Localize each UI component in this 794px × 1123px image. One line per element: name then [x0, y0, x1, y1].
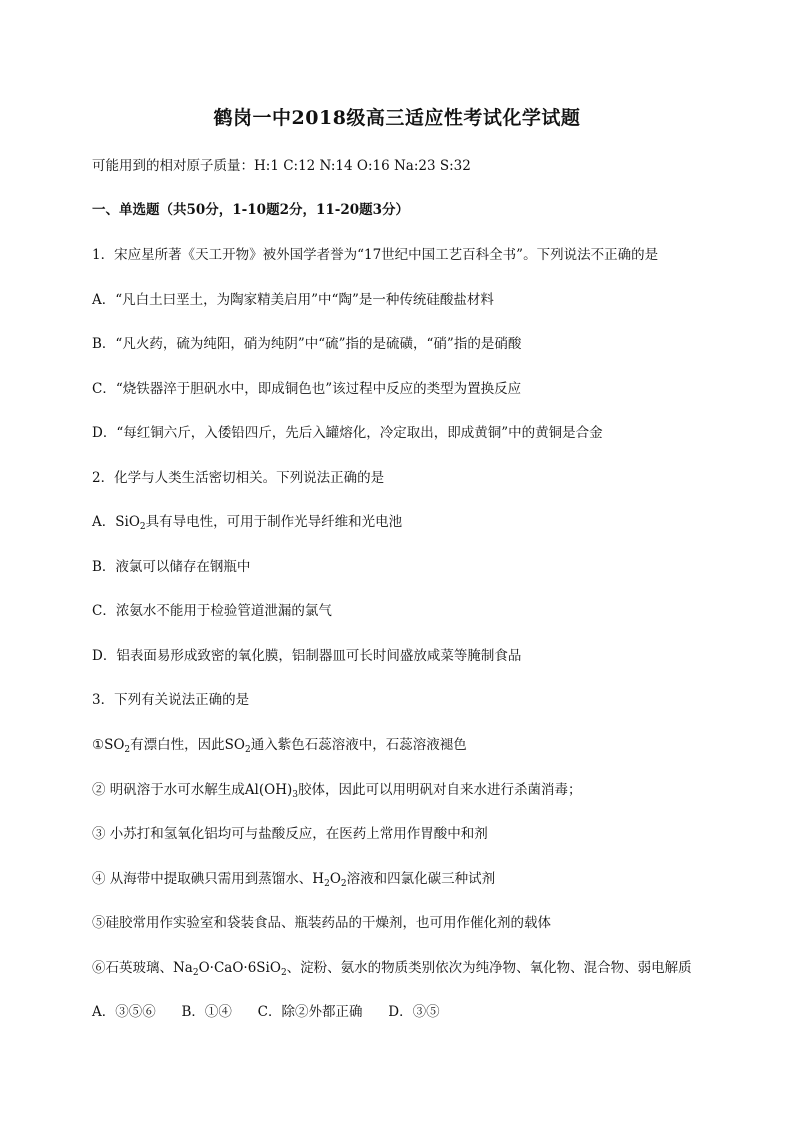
text-part: 通入紫色石蕊溶液中，石蕊溶液褪色 — [250, 737, 467, 753]
q2-option-b: B．液氯可以储存在钢瓶中 — [92, 559, 251, 575]
q1-option-a: A．“凡白土曰垩土，为陶家精美启用”中“陶”是一种传统硅酸盐材料 — [92, 292, 494, 308]
subscript: 3 — [292, 790, 298, 800]
text-part: 胶体，因此可以用明矾对自来水进行杀菌消毒； — [297, 782, 582, 798]
subscript: 2 — [280, 968, 287, 978]
q3-options: A．③⑤⑥ B．①④ C．除②外都正确 D．③⑤ — [92, 1004, 440, 1020]
q3-statement-1 — [92, 736, 467, 759]
q3-statement-4 — [92, 870, 495, 893]
q3-statement-3: ③ 小苏打和氢氧化铝均可与盐酸反应，在医药上常用作胃酸中和剂 — [92, 826, 488, 842]
q1-stem: 1．宋应星所著《天工开物》被外国学者誉为“17世纪中国工艺百科全书”。下列说法不正确的是 — [92, 247, 659, 263]
text-part: ② 明矾溶于水可水解生成Al(OH) — [92, 782, 293, 798]
q2-option-a-prefix: A．SiO — [92, 514, 140, 530]
subscript: 2 — [124, 745, 131, 755]
q3-statement-5: ⑤硅胶常用作实验室和袋装食品、瓶装药品的干燥剂，也可用作催化剂的载体 — [92, 915, 551, 931]
subscript: 2 — [192, 968, 199, 978]
q1-option-d: D．“每红铜六斤，入倭铅四斤，先后入罐熔化，冷定取出，即成黄铜”中的黄铜是合金 — [92, 425, 603, 441]
q2-option-a — [92, 513, 402, 536]
text-part: 有漂白性，因此SO — [130, 737, 245, 753]
q2-option-a-rest: 具有导电性，可用于制作光导纤维和光电池 — [145, 514, 403, 530]
q2-stem: 2．化学与人类生活密切相关。下列说法正确的是 — [92, 470, 385, 486]
q2-option-c: C．浓氨水不能用于检验管道泄漏的氯气 — [92, 603, 332, 619]
text-part: ①SO — [92, 737, 125, 753]
text-part: 、淀粉、氨水的物质类别依次为纯净物、氧化物、混合物、弱电解质 — [286, 960, 692, 976]
text-part: O·CaO·6SiO — [198, 960, 281, 976]
atomic-mass-line: 可能用到的相对原子质量：H:1 C:12 N:14 O:16 Na:23 S:32 — [92, 158, 471, 174]
q1-option-c: C．“烧铁器淬于胆矾水中，即成铜色也”该过程中反应的类型为置换反应 — [92, 381, 522, 397]
text-part: ⑥石英玻璃、Na — [92, 960, 193, 976]
text-part: ④ 从海带中提取碘只需用到蒸馏水、H — [92, 871, 325, 887]
section-heading: 一、单选题（共50分，1-10题2分，11-20题3分） — [92, 202, 410, 218]
subscript: 2 — [139, 522, 146, 532]
exam-title: 鹤岗一中2018级高三适应性考试化学试题 — [213, 107, 581, 129]
q1-option-b: B．“凡火药，硫为纯阳，硝为纯阴”中“硫”指的是硫磺，“硝”指的是硝酸 — [92, 336, 522, 352]
text-part: 溶液和四氯化碳三种试剂 — [346, 871, 496, 887]
subscript: 2 — [340, 879, 347, 889]
q3-statement-2 — [92, 781, 581, 804]
text-part: O — [329, 871, 341, 887]
subscript: 2 — [244, 745, 251, 755]
subscript: 2 — [324, 879, 330, 889]
q2-option-d: D．铝表面易形成致密的氧化膜，铝制器皿可长时间盛放咸菜等腌制食品 — [92, 648, 522, 664]
q3-stem: 3．下列有关说法正确的是 — [92, 692, 250, 708]
q3-statement-6 — [92, 959, 692, 982]
